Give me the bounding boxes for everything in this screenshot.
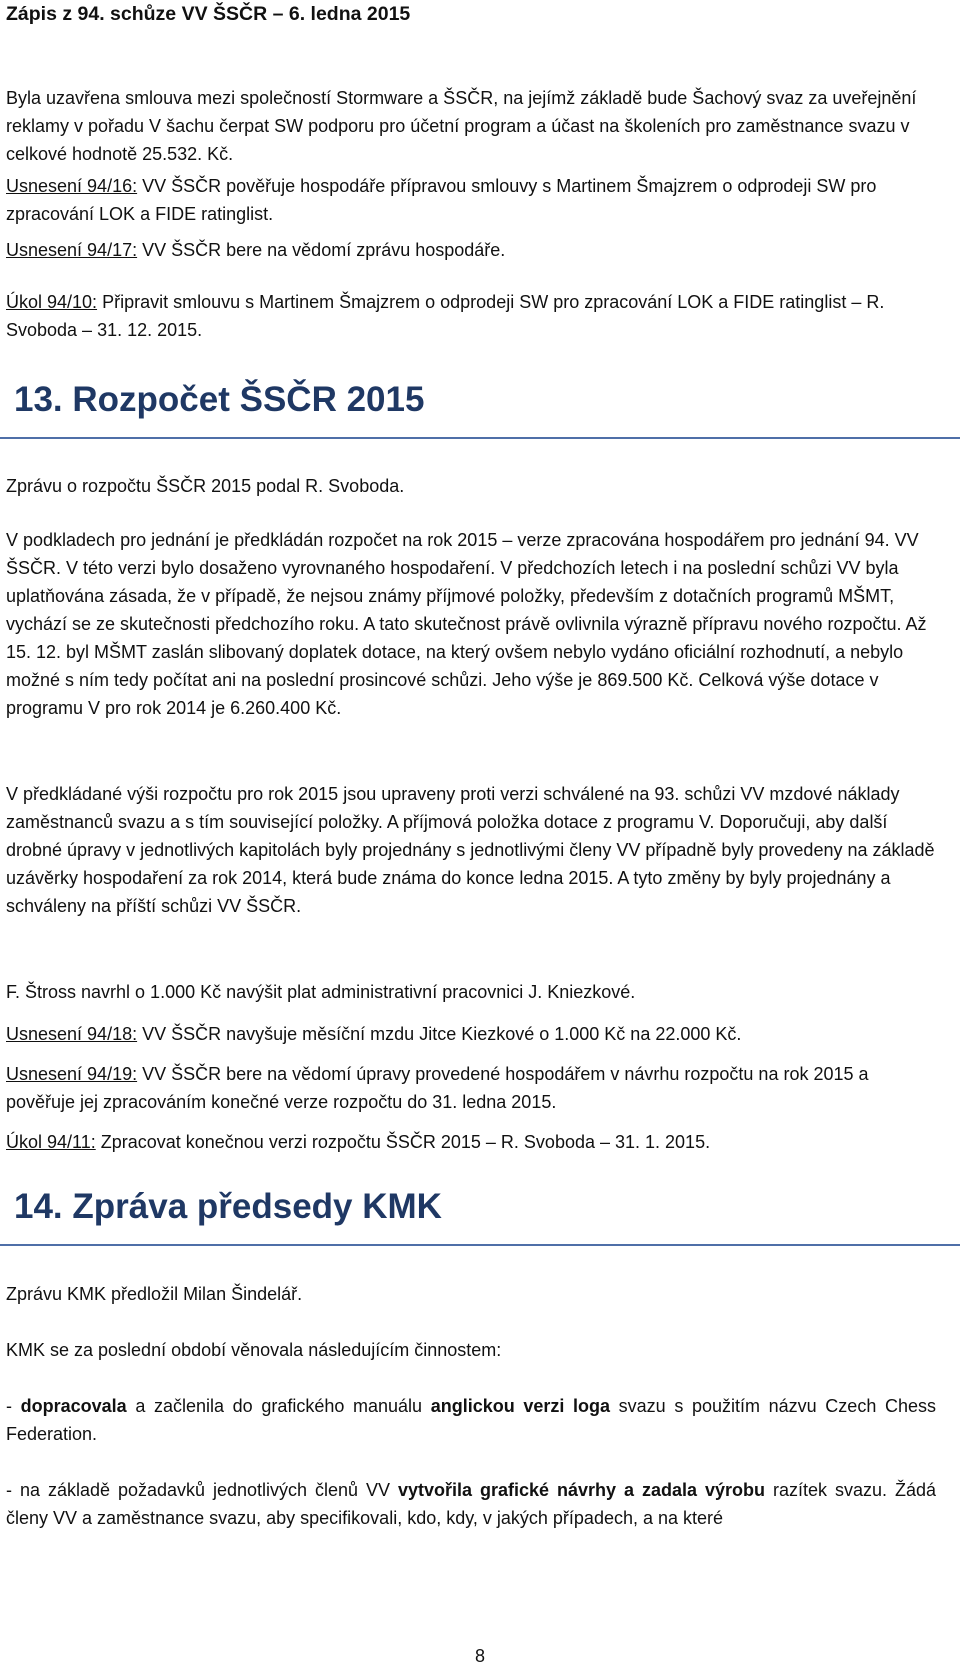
page-number: 8	[474, 1646, 485, 1666]
resolution-label: Usnesení 94/17:	[6, 240, 138, 260]
resolution-label: Usnesení 94/18:	[6, 1024, 138, 1044]
activity-text: - na základě požadavků jednotlivých členů VV	[6, 1480, 398, 1500]
paragraph-budget-background: V podkladech pro jednání je předkládán rozpočet na rok 2015 – verze zpracována hospodářem pro jednání 94. VV ŠSČR. V této verzi bylo dosaženo vyrovnaného hospodaření. V předchozích letech i na poslední schůzi VV byla uplatňována zásada, že v případě, že nejsou známy příjmové položky, především z dotačních programů MŠMT, vychází se ze skutečnosti předchozího roku. A tato skutečnost právě ovlivnila výrazně přípravu nového rozpočtu. Až 15. 12. byl MŠMT zaslán slibovaný doplatek dotace, na který ovšem nebylo vydáno oficiální rozhodnutí, a nebylo možné s ním tedy počítat ani na poslední prosincové schůzi. Jeho výše je 869.500 Kč. Celková výše dotace v programu V pro rok 2014 je 6.260.400 Kč.	[6, 530, 927, 718]
resolution-text: VV ŠSČR bere na vědomí úpravy provedené hospodářem v návrhu rozpočtu na rok 2015 a pověřuje jej zpracováním konečné verze rozpočtu do 31. ledna 2015.	[6, 1064, 869, 1112]
heading-rule	[0, 1244, 960, 1246]
resolution-label: Usnesení 94/16:	[6, 176, 138, 196]
paragraph-kmk-submitted: Zprávu KMK předložil Milan Šindelář.	[6, 1284, 303, 1304]
task-label: Úkol 94/11:	[6, 1132, 96, 1152]
activity-text: svazu s použitím názvu Czech Chess Federation.	[6, 1396, 936, 1444]
section-heading-14: 14. Zpráva předsedy KMK	[14, 1187, 442, 1226]
section-heading-13: 13. Rozpočet ŠSČR 2015	[14, 380, 425, 419]
emphasis: vytvořila grafické návrhy a zadala výrobu	[398, 1480, 765, 1500]
running-head: Zápis z 94. schůze VV ŠSČR – 6. ledna 2015	[6, 3, 411, 25]
resolution-94-17	[6, 236, 936, 264]
resolution-label: Usnesení 94/19:	[6, 1064, 138, 1084]
activity-text: a začlenila do grafického manuálu	[126, 1396, 431, 1416]
heading-rule	[0, 437, 960, 439]
kmk-activity-stamps	[6, 1476, 936, 1532]
task-label: Úkol 94/10:	[6, 292, 98, 312]
task-94-10	[6, 288, 936, 344]
list-dash: -	[6, 1396, 21, 1416]
paragraph-report: Zprávu o rozpočtu ŠSČR 2015 podal R. Svoboda.	[6, 476, 405, 496]
task-94-11	[6, 1128, 936, 1156]
emphasis: dopracovala	[20, 1396, 127, 1416]
paragraph-kmk-intro: KMK se za poslední období věnovala následujícím činnostem:	[6, 1340, 502, 1360]
resolution-text: VV ŠSČR bere na vědomí zprávu hospodáře.	[137, 240, 506, 260]
task-text: Připravit smlouvu s Martinem Šmajzrem o odprodeji SW pro zpracování LOK a FIDE ratinglist – R. Svoboda – 31. 12. 2015.	[6, 292, 885, 340]
resolution-94-19	[6, 1060, 936, 1116]
paragraph-budget-changes: V předkládané výši rozpočtu pro rok 2015 jsou upraveny proti verzi schválené na 93. schůzi VV mzdové náklady zaměstnanců svazu a s tím související položky. A příjmová položka dotace z programu V. Doporučuji, aby další drobné úpravy v jednotlivých kapitolách byly projednány s jednotlivými členy VV případně byly provedeny na základě uzávěrky hospodaření za rok 2014, která bude známa do konce ledna 2015. A tyto změny by byly projednány a schváleny na příští schůzi VV ŠSČR.	[6, 784, 935, 916]
activity-text: razítek svazu. Žádá členy VV a zaměstnance svazu, aby specifikovali, kdo, kdy, v jakých případech, a na které	[6, 1480, 936, 1528]
resolution-94-16	[6, 172, 936, 228]
paragraph-proposal: F. Štross navrhl o 1.000 Kč navýšit plat administrativní pracovnici J. Kniezkové.	[6, 982, 636, 1002]
resolution-94-18	[6, 1020, 936, 1048]
task-text: Zpracovat konečnou verzi rozpočtu ŠSČR 2015 – R. Svoboda – 31. 1. 2015.	[95, 1132, 711, 1152]
emphasis: anglickou verzi loga	[430, 1396, 611, 1416]
kmk-activity-logo	[6, 1392, 936, 1448]
resolution-text: VV ŠSČR navyšuje měsíční mzdu Jitce Kiezkové o 1.000 Kč na 22.000 Kč.	[137, 1024, 742, 1044]
resolution-text: VV ŠSČR pověřuje hospodáře přípravou smlouvy s Martinem Šmajzrem o odprodeji SW pro zpracování LOK a FIDE ratinglist.	[6, 176, 877, 224]
paragraph-contract: Byla uzavřena smlouva mezi společností Stormware a ŠSČR, na jejímž základě bude Šachový svaz za uveřejnění reklamy v pořadu V šachu čerpat SW podporu pro účetní program a účast na školeních pro zaměstnance svazu v celkové hodnotě 25.532. Kč.	[6, 88, 917, 164]
